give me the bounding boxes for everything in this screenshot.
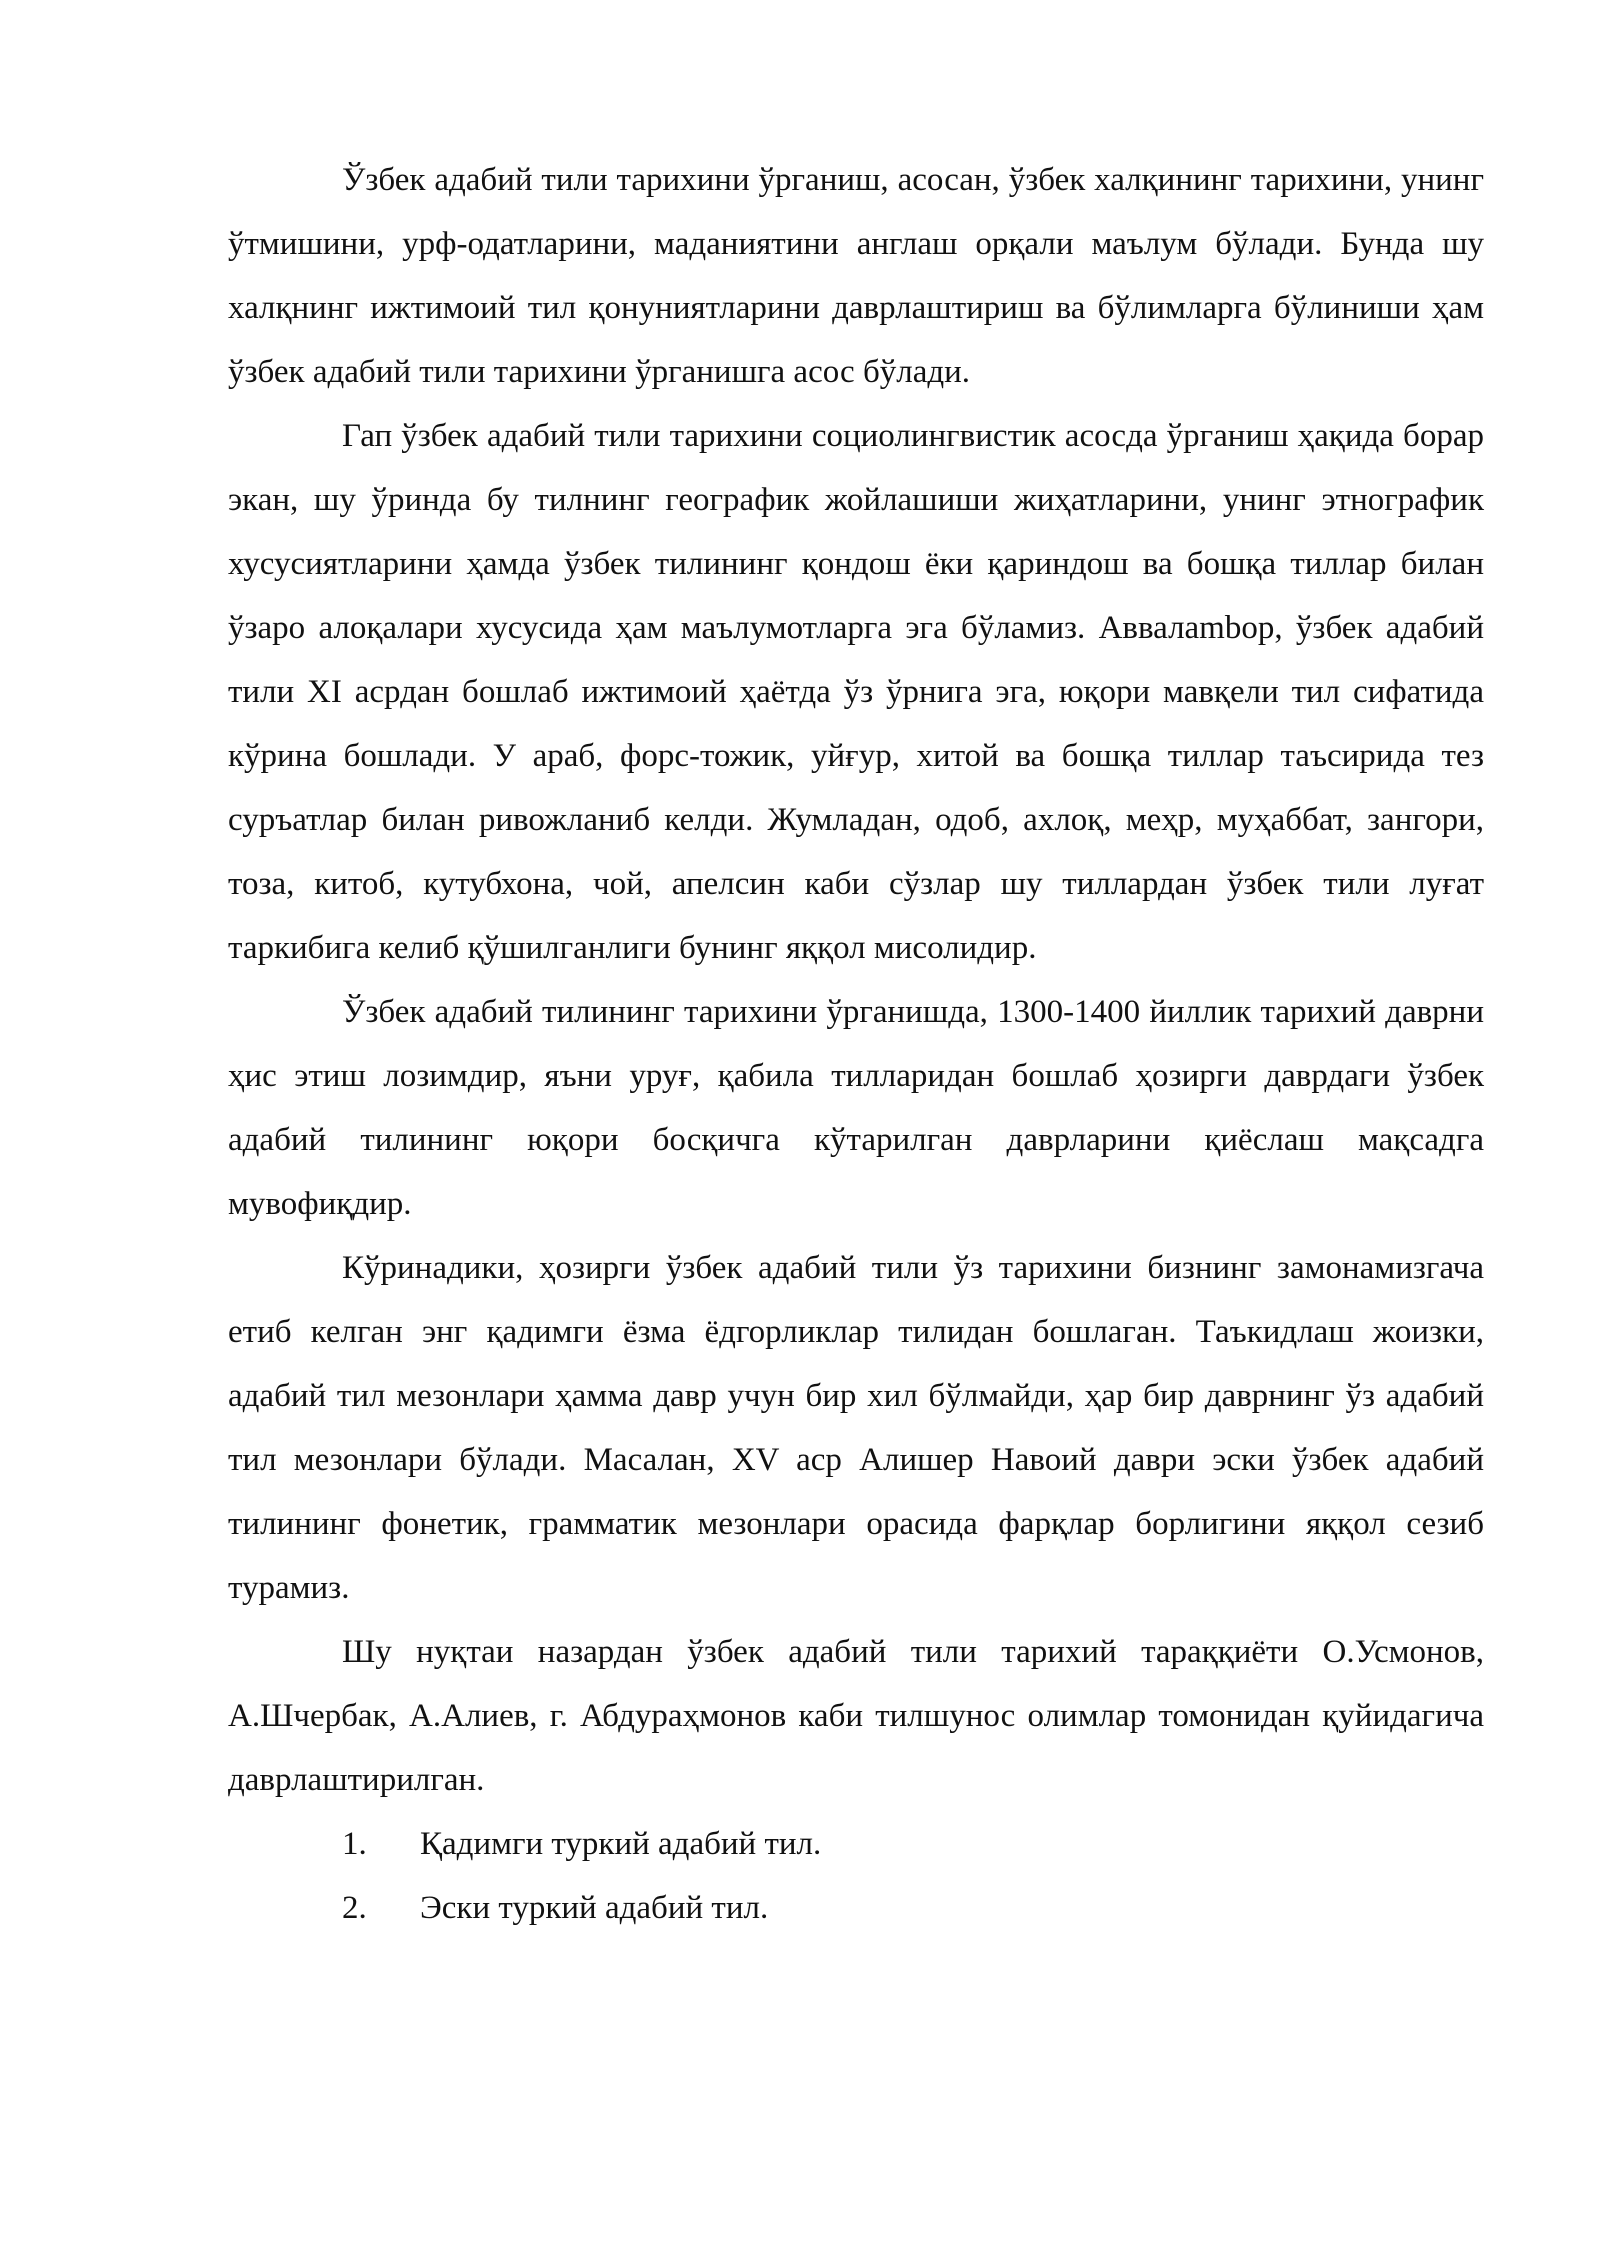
list-item-text: Эски туркий адабий тил. (420, 1890, 769, 1926)
document-page (228, 148, 1484, 1940)
list-item-number: 1. (342, 1826, 367, 1862)
paragraph-4: Кўринадики, ҳозирги ўзбек адабий тили ўз тарихини бизнинг замонамизгача етиб келган энг қадимги ёзма ёдгорликлар тилидан бошлаган. Таъкидлаш жоизки, адабий тил мезонлари ҳамма давр учун бир хил бўлмайди, ҳар бир даврнинг ўз адабий тил мезонлари бўлади. Масалан, XV аср Алишер Навоий даври эски ўзбек адабий тилининг фонетик, грамматик мезонлари орасида фарқлар борлигини яққол сезиб турамиз. (228, 1250, 1484, 1606)
paragraph-5: Шу нуқтаи назардан ўзбек адабий тили тарихий тараққиёти О.Усмонов, А.Шчербак, А.Алиев, г. Абдураҳмонов каби тилшунос олимлар томонидан қуйидагича даврлаштирилган. (228, 1634, 1484, 1798)
paragraph-1: Ўзбек адабий тили тарихини ўрганиш, асосан, ўзбек халқининг тарихини, унинг ўтмишини, урф-одатларини, маданиятини англаш орқали маълум бўлади. Бунда шу халқнинг ижтимоий тил қонуниятларини даврлаштириш ва бўлимларга бўлиниши ҳам ўзбек адабий тили тарихини ўрганишга асос бўлади. (228, 162, 1484, 390)
list-item-text: Қадимги туркий адабий тил. (420, 1826, 822, 1862)
paragraph-3: Ўзбек адабий тилининг тарихини ўрганишда, 1300-1400 йиллик тарихий даврни ҳис этиш лозимдир, яъни уруғ, қабила тилларидан бошлаб ҳозирги даврдаги ўзбек адабий тилининг юқори босқичга кўтарилган даврларини қиёслаш мақсадга мувофиқдир. (228, 994, 1484, 1222)
period-list (228, 1812, 1484, 1940)
paragraph-2: Гап ўзбек адабий тили тарихини социолингвистик асосда ўрганиш ҳақида борар экан, шу ўринда бу тилнинг географик жойлашиши жиҳатларини, унинг этнографик хусусиятларини ҳамда ўзбек тилининг қондош ёки қариндош ва бошқа тиллар билан ўзаро алоқалари хусусида ҳам маълумотларга эга бўламиз. Аввалambор, ўзбек адабий тили XI асрдан бошлаб ижтимоий ҳаётда ўз ўрнига эга, юқори мавқели тил сифатида кўрина бошлади. У араб, форс-тожик, уйғур, хитой ва бошқа тиллар таъсирида тез суръатлар билан ривожланиб келди. Жумладан, одоб, ахлоқ, меҳр, муҳаббат, зангори, тоза, китоб, кутубхона, чой, апелсин каби сўзлар шу тиллардан ўзбек тили луғат таркибига келиб қўшилганлиги бунинг яққол мисолидир. (228, 418, 1484, 966)
list-item (228, 1876, 1484, 1940)
list-item (228, 1812, 1484, 1876)
list-item-number: 2. (342, 1890, 367, 1926)
